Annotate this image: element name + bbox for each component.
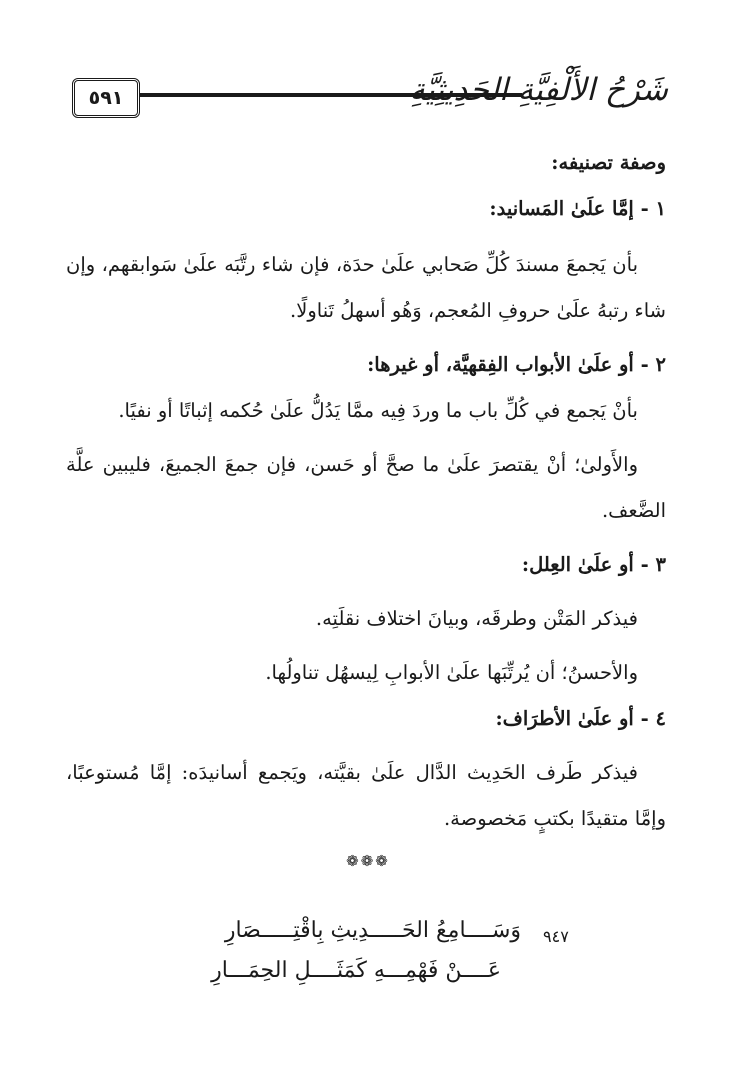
section-divider-ornament: ❁❁❁ — [346, 852, 390, 870]
verse-line-2: عَــــنْ فَهْمِـــهِ كَمَثَــــلِ الحِمَـــارِ — [211, 958, 501, 983]
section-2-paragraph-2: والأَولىٰ؛ أنْ يقتصرَ علَىٰ ما صحَّ أو حَسن، فإن جمعَ الجميعَ، فليبين علَّة الضَّعف. — [66, 453, 666, 522]
section-4-heading: ٤ - أو علَىٰ الأطرَاف: — [495, 707, 666, 730]
verse-line-1: وَسَــــامِعُ الحَـــــدِيثِ بِاقْتِـــــصَارِ — [224, 918, 521, 943]
page-number: ٥٩١ — [72, 78, 140, 118]
main-text — [66, 140, 666, 842]
section-1-heading: ١ - إمَّا علَىٰ المَسانيد: — [489, 197, 666, 220]
section-3-heading: ٣ - أو علَىٰ العِلل: — [521, 553, 666, 576]
section-2-paragraph-1: بأنْ يَجمع في كُلِّ باب ما وردَ فِيه ممَّا يَدُلُّ علَىٰ حُكمه إثباتًا أو نفيًا. — [118, 399, 638, 422]
section-2-heading: ٢ - أو علَىٰ الأبواب الفِقهيَّة، أو غيرها: — [367, 353, 666, 376]
section-3-paragraph-2: والأحسنُ؛ أن يُرتِّبَها علَىٰ الأبوابِ لِيسهُل تناولُها. — [265, 661, 638, 684]
section-3-paragraph-1: فيذكر المَتْن وطرقَه، وبيانَ اختلاف نقلَتِه. — [315, 607, 638, 630]
page-header — [72, 72, 668, 126]
book-title: شَرْحُ الأَلْفِيَّةِ الحَدِيثِيَّةِ — [409, 72, 668, 108]
section-4-paragraph-1: فيذكر طَرف الحَدِيث الدَّال علَىٰ بقيَّته، ويَجمع أسانيدَه: إمَّا مُستوعبًا، وإمَّا متقيدًا بكتبٍ مَخصوصة. — [66, 761, 666, 830]
intro-heading: وصفة تصنيفه: — [551, 151, 666, 174]
verse-number: ٩٤٧ — [543, 927, 569, 946]
section-1-paragraph: بأن يَجمعَ مسندَ كُلِّ صَحابي علَىٰ حدَة، فإن شاء رتَّبَه علَىٰ سَوابقهم، وإن شاء رتبهُ علَىٰ حروفِ المُعجم، وَهُو أسهلُ تَناولًا. — [66, 253, 666, 322]
